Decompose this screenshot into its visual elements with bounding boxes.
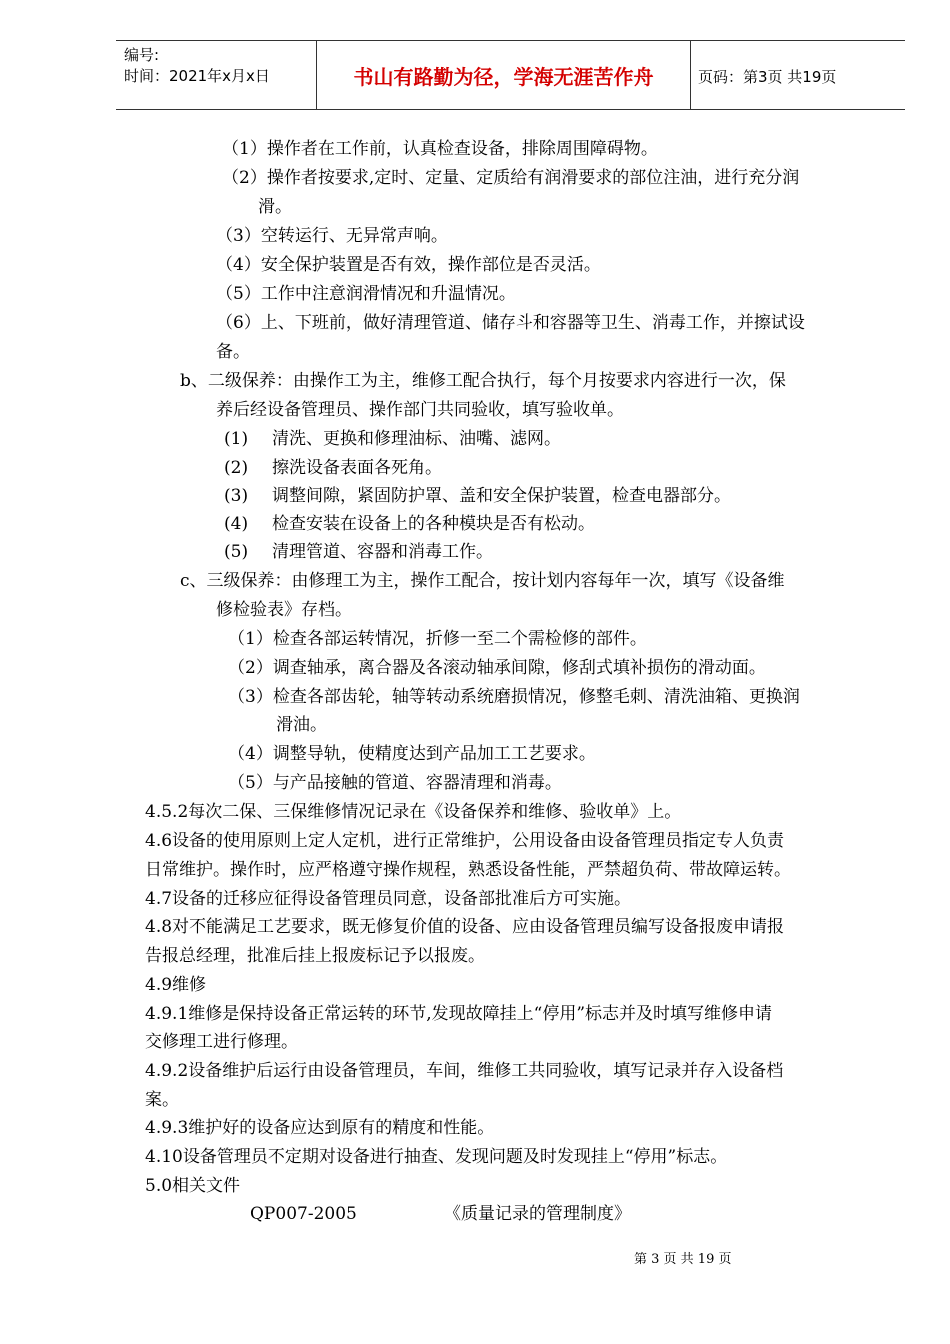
list-number: (2) <box>224 458 249 478</box>
paragraph-line: b、二级保养：由操作工为主，维修工配合执行，每个月按要求内容进行一次，保 <box>180 371 786 391</box>
paragraph-line: 4.10设备管理员不定期对设备进行抽查、发现问题及时发现挂上“停用”标志。 <box>145 1147 728 1167</box>
paragraph-line: 案。 <box>145 1090 179 1110</box>
header-page-label: 页码：第3页 共19页 <box>698 68 837 86</box>
related-doc-code: QP007-2005 <box>250 1204 357 1224</box>
paragraph-line: （4）安全保护装置是否有效，操作部位是否灵活。 <box>216 255 601 275</box>
section-heading: 5.0相关文件 <box>145 1176 241 1196</box>
header-motto: 书山有路勤为径，学海无涯苦作舟 <box>316 41 691 109</box>
list-item <box>224 513 595 535</box>
paragraph-line: 日常维护。操作时，应严格遵守操作规程，熟悉设备性能，严禁超负荷、带故障运转。 <box>145 860 791 880</box>
paragraph-line: （1）检查各部运转情况，折修一至二个需检修的部件。 <box>228 629 647 649</box>
paragraph-line: 修检验表》存档。 <box>216 600 352 620</box>
paragraph-line: （2）调查轴承，离合器及各滚动轴承间隙，修刮式填补损伤的滑动面。 <box>228 658 766 678</box>
number-label: 编号: <box>124 46 160 64</box>
paragraph-line: 滑。 <box>258 197 292 217</box>
paragraph-line: （5）工作中注意润滑情况和升温情况。 <box>216 284 516 304</box>
paragraph-line: 4.5.2每次二保、三保维修情况记录在《设备保养和维修、验收单》上。 <box>145 802 682 822</box>
paragraph-line: c、三级保养：由修理工为主，操作工配合，按计划内容每年一次，填写《设备维 <box>180 571 785 591</box>
paragraph-line: 告报总经理，批准后挂上报废标记予以报废。 <box>145 946 485 966</box>
time-label: 时间：2021年x月x日 <box>124 67 270 85</box>
paragraph-line: 4.9.1维修是保持设备正常运转的环节,发现故障挂上“停用”标志并及时填写维修申请 <box>145 1004 773 1024</box>
list-text: 清理管道、容器和消毒工作。 <box>272 542 493 562</box>
related-doc-title: 《质量记录的管理制度》 <box>444 1204 631 1224</box>
list-text: 调整间隙，紧固防护罩、盖和安全保护装置，检查电器部分。 <box>272 486 731 506</box>
paragraph-line: （6）上、下班前，做好清理管道、储存斗和容器等卫生、消毒工作，并擦试设 <box>216 313 805 333</box>
list-text: 擦洗设备表面各死角。 <box>272 458 442 478</box>
paragraph-line: （3）检查各部齿轮，轴等转动系统磨损情况，修整毛刺、清洗油箱、更换润 <box>228 687 800 707</box>
paragraph-line: 4.9.2设备维护后运行由设备管理员，车间，维修工共同验收，填写记录并存入设备档 <box>145 1061 784 1081</box>
paragraph-line: （2）操作者按要求,定时、定量、定质给有润滑要求的部位注油，进行充分润 <box>222 168 800 188</box>
paragraph-line: （1）操作者在工作前，认真检查设备，排除周围障碍物。 <box>222 139 658 159</box>
paragraph-line: （3）空转运行、无异常声响。 <box>216 226 448 246</box>
section-heading: 4.9维修 <box>145 975 207 995</box>
list-item <box>224 485 731 507</box>
paragraph-line: （5）与产品接触的管道、容器清理和消毒。 <box>228 773 562 793</box>
list-text: 清洗、更换和修理油标、油嘴、滤网。 <box>272 429 561 449</box>
list-number: (4) <box>224 514 249 534</box>
paragraph-line: （4）调整导轨，使精度达到产品加工工艺要求。 <box>228 744 596 764</box>
paragraph-line: 交修理工进行修理。 <box>145 1032 298 1052</box>
list-item <box>224 428 561 450</box>
page-footer: 第 3 页 共 19 页 <box>634 1252 732 1267</box>
paragraph-line: 滑油。 <box>276 715 327 735</box>
paragraph-line: 养后经设备管理员、操作部门共同验收，填写验收单。 <box>216 400 624 420</box>
list-number: (3) <box>224 486 249 506</box>
list-number: (1) <box>224 429 249 449</box>
header-meta <box>116 41 316 109</box>
list-item <box>224 541 493 563</box>
paragraph-line: 4.6设备的使用原则上定人定机，进行正常维护，公用设备由设备管理员指定专人负责 <box>145 831 785 851</box>
paragraph-line: 4.8对不能满足工艺要求，既无修复价值的设备、应由设备管理员编写设备报废申请报 <box>145 917 785 937</box>
list-number: (5) <box>224 542 249 562</box>
page-header <box>116 40 905 110</box>
paragraph-line: 4.9.3维护好的设备应达到原有的精度和性能。 <box>145 1118 495 1138</box>
paragraph-line: 4.7设备的迁移应征得设备管理员同意，设备部批准后方可实施。 <box>145 889 632 909</box>
list-text: 检查安装在设备上的各种模块是否有松动。 <box>272 514 595 534</box>
paragraph-line: 备。 <box>216 342 250 362</box>
list-item <box>224 457 442 479</box>
